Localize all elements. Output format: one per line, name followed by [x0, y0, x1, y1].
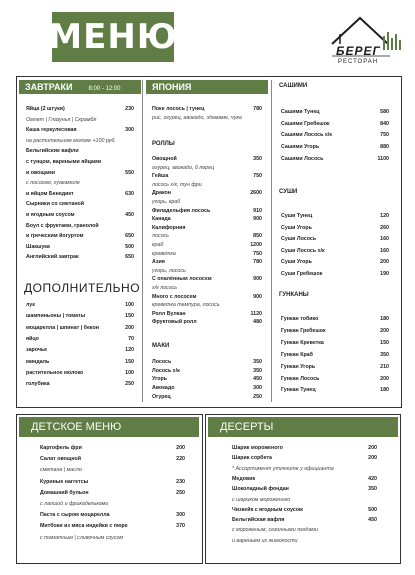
menu-item-name: и греческим йогуртом: [26, 233, 84, 240]
menu-item-price: 160: [380, 247, 389, 254]
menu-item-name: Ролл Вулкан: [152, 310, 186, 317]
kids-title: ДЕТСКОЕ МЕНЮ: [31, 421, 122, 433]
menu-item-price: 350: [368, 486, 377, 493]
menu-item: [152, 311, 262, 318]
japan-section-header: [146, 80, 268, 94]
menu-item-price: 250: [253, 393, 262, 400]
menu-item: [152, 106, 262, 113]
menu-item: [152, 115, 262, 122]
menu-item: [281, 340, 389, 347]
menu-item-price: 350: [380, 351, 389, 358]
menu-item: [232, 527, 377, 534]
menu-item-name: Сашими Гребешок: [281, 120, 330, 127]
menu-item-price: 900: [253, 276, 262, 283]
menu-item-price: 200: [176, 445, 185, 451]
menu-item: [152, 190, 262, 197]
menu-item-price: 450: [253, 376, 262, 383]
menu-item-name: Гункан тобико: [281, 316, 319, 322]
menu-item-price: 550: [125, 169, 134, 176]
menu-item-price: 160: [380, 236, 389, 243]
menu-item: [26, 347, 134, 354]
menu-item-price: 250: [125, 381, 134, 388]
menu-item-name: Угорь: [152, 376, 167, 383]
menu-item-name: Яйца (2 штуки): [26, 106, 65, 112]
menu-item-name: Поке лосось | тунец: [152, 106, 205, 112]
menu-item: [152, 368, 262, 375]
menu-item: [281, 387, 389, 394]
menu-item-price: 300: [176, 512, 185, 519]
logo-subtitle: РЕСТОРАН: [338, 59, 379, 65]
menu-item-price: 70: [128, 335, 134, 342]
menu-item: [152, 302, 262, 309]
menu-item: [26, 370, 134, 377]
menu-item-name: Гейша: [152, 173, 169, 180]
menu-item-name: * Ассортимент уточните у официанта: [232, 465, 334, 472]
menu-item-price: 910: [253, 207, 262, 214]
menu-item-name: Омлет | Глазунья | Скрамбл: [26, 116, 97, 123]
menu-item-price: 1100: [377, 155, 389, 162]
menu-item-name: лосось х/к, тун фри: [152, 181, 202, 188]
menu-item-price: 450: [368, 517, 377, 524]
menu-item-name: на растительном молоке +100 руб.: [26, 137, 116, 144]
menu-item: [281, 156, 389, 163]
menu-item-price: 350: [253, 367, 262, 374]
menu-item-price: 100: [125, 302, 134, 308]
menu-item: [152, 182, 262, 189]
menu-item: [40, 456, 185, 463]
desserts-title: ДЕСЕРТЫ: [220, 421, 274, 433]
menu-item: [26, 117, 134, 124]
menu-item: [281, 236, 389, 243]
menu-item-name: Гункан Креветка: [281, 339, 324, 346]
menu-header: [0, 0, 415, 72]
menu-item: [26, 223, 134, 230]
menu-item-name: Бельгийская вафля: [232, 517, 285, 524]
menu-item-price: 840: [380, 120, 389, 127]
menu-item: [26, 359, 134, 366]
menu-item-name: шампиньоны | томаты: [26, 313, 86, 320]
menu-item: [152, 208, 262, 215]
menu-item-name: Гункан Лосось: [281, 375, 320, 382]
menu-item-price: 350: [253, 359, 262, 365]
menu-item: [26, 159, 134, 166]
menu-item-price: 300: [253, 385, 262, 392]
extras-title: ДОПОЛНИТЕЛЬНО: [24, 281, 141, 295]
menu-item-name: с лапшой и фрикадельками: [40, 501, 109, 507]
menu-item-name: с тунцом, вареными яйцами: [26, 159, 102, 165]
menu-item: [40, 490, 185, 497]
menu-item-price: 580: [380, 109, 389, 115]
menu-item-price: 420: [368, 475, 377, 482]
menu-item-price: 370: [176, 523, 185, 530]
menu-item: [152, 285, 262, 292]
menu-item-name: креветка: [152, 250, 176, 257]
menu-item: [281, 376, 389, 383]
menu-item-name: Каша геркулесовая: [26, 127, 77, 134]
menu-item-name: Медовик: [232, 475, 256, 482]
menu-item-name: Чизкейк с ягодным соусом: [232, 506, 303, 513]
menu-item: [232, 538, 377, 545]
menu-item-name: Шарик сорбета: [232, 455, 272, 462]
menu-item-price: 200: [125, 324, 134, 331]
menu-item-name: краб: [152, 242, 164, 248]
menu-item: [40, 535, 185, 542]
menu-item-name: Сашими Лосось: [281, 155, 324, 162]
menu-item: [281, 144, 389, 151]
menu-item-price: 350: [253, 156, 262, 162]
japan-title: ЯПОНИЯ: [152, 82, 192, 92]
menu-item-price: 880: [380, 144, 389, 151]
menu-item: [152, 233, 262, 240]
menu-item-price: 220: [176, 456, 185, 463]
menu-item-name: Лосось х/к: [152, 367, 180, 374]
menu-item-name: Авокадо: [152, 385, 175, 392]
menu-item: [281, 328, 389, 335]
menu-item: [281, 109, 389, 116]
menu-item: [281, 213, 389, 220]
menu-item: [232, 486, 377, 493]
menu-item-price: 200: [380, 375, 389, 382]
menu-item-name: Филадельфия лосось: [152, 207, 211, 214]
menu-item-name: Овощной: [152, 156, 177, 162]
menu-item-name: Английский завтрак: [26, 254, 79, 261]
menu-item: [281, 259, 389, 266]
menu-item-price: 230: [125, 106, 134, 112]
menu-item-name: Фруктовый ролл: [152, 319, 197, 326]
menu-item-name: моцарелла | шпинат | бекон: [26, 324, 99, 331]
menu-item: [232, 445, 377, 452]
menu-item-price: 450: [125, 212, 134, 218]
menu-item-name: и вареньем из жимолости: [232, 537, 298, 544]
menu-item-price: 2600: [250, 190, 262, 197]
menu-item-name: Много с лососем: [152, 293, 197, 300]
menu-item-name: Картофель фри: [40, 445, 82, 451]
menu-item-price: 1120: [250, 310, 262, 317]
menu-item-name: креветка темпура, лосось: [152, 302, 220, 309]
maki-title: МАКИ: [152, 343, 170, 349]
menu-item-price: 900: [253, 293, 262, 300]
menu-item: [281, 271, 389, 278]
breakfast-hours: 8:00 - 12:00: [88, 86, 121, 92]
menu-item-name: огурец, авокадо, б перец: [152, 164, 215, 171]
menu-item-name: Салат овощной: [40, 456, 82, 463]
menu-item-name: зарочье: [26, 347, 48, 354]
menu-item: [40, 523, 185, 530]
menu-item: [152, 394, 262, 401]
menu-item: [26, 302, 134, 309]
menu-item-price: 780: [253, 259, 262, 266]
menu-item: [40, 512, 185, 519]
menu-item: [40, 445, 185, 452]
menu-item: [152, 251, 262, 258]
menu-item-price: 260: [380, 224, 389, 231]
menu-item-name: лосось: [152, 233, 169, 240]
menu-item-name: Гункан Угорь: [281, 363, 316, 370]
menu-item-name: Канада: [152, 216, 171, 223]
menu-item-price: 190: [380, 271, 389, 277]
menu-item-price: 500: [368, 506, 377, 513]
sushi-title: СУШИ: [279, 189, 298, 195]
menu-item: [152, 259, 262, 266]
menu-item: [26, 325, 134, 332]
menu-item-name: яйцо: [26, 335, 39, 342]
menu-item-name: Шоколадный фондан: [232, 486, 289, 493]
menu-item-price: 850: [253, 233, 262, 240]
menu-item-name: Куриные наггетсы: [40, 478, 89, 485]
menu-item-price: 630: [125, 190, 134, 197]
menu-item: [26, 180, 134, 187]
gunkan-title: ГУНКАНЫ: [279, 292, 309, 298]
menu-item-name: Гункан Гребешок: [281, 327, 326, 334]
menu-item-name: голубика: [26, 381, 50, 388]
menu-item-name: с шариком мороженого: [232, 496, 291, 503]
menu-item: [281, 225, 389, 232]
menu-item: [152, 376, 262, 383]
menu-item-name: х/к лосось: [152, 285, 178, 291]
restaurant-logo: [330, 14, 406, 70]
menu-item: [232, 507, 377, 514]
menu-item-name: и ягодным соусом: [26, 212, 75, 218]
menu-item: [40, 479, 185, 486]
menu-item: [152, 294, 262, 301]
menu-item: [26, 233, 134, 240]
menu-item-name: Суши Угорь: [281, 224, 312, 231]
menu-item-name: Боул с фруктами, гранолой: [26, 222, 99, 229]
menu-item: [281, 132, 389, 139]
menu-item-price: 250: [176, 489, 185, 496]
menu-item: [26, 254, 134, 261]
menu-item-name: с лососем, гуакамоле: [26, 180, 80, 187]
menu-item-name: Сашими Тунец: [281, 109, 320, 115]
breakfast-section-header: [19, 80, 141, 94]
menu-item: [152, 268, 262, 275]
menu-item: [232, 476, 377, 483]
menu-item-name: Калифорния: [152, 224, 186, 231]
menu-item: [26, 138, 134, 145]
menu-item-price: 780: [253, 106, 262, 112]
menu-item-name: Сашими Лосось х/к: [281, 132, 332, 139]
sashimi-title: САШИМИ: [279, 83, 308, 89]
menu-item-price: 150: [125, 313, 134, 320]
menu-item-price: 210: [380, 363, 389, 370]
menu-item-name: миндаль: [26, 358, 50, 365]
menu-item: [152, 385, 262, 392]
menu-item: [152, 165, 262, 172]
menu-item: [232, 455, 377, 462]
menu-item-name: рис, огурец, авокадо, эдамаме, чука: [152, 114, 242, 121]
menu-item: [281, 364, 389, 371]
menu-item-price: 120: [380, 213, 389, 219]
menu-item-price: 200: [380, 327, 389, 334]
menu-item-name: сметана | масло: [40, 467, 82, 474]
menu-item: [26, 244, 134, 251]
menu-item: [152, 319, 262, 326]
menu-item-price: 150: [125, 358, 134, 365]
menu-item-price: 200: [380, 259, 389, 266]
menu-item-name: С опалённым лососем: [152, 276, 212, 283]
menu-item: [152, 156, 262, 163]
menu-item-price: 150: [380, 339, 389, 346]
menu-item: [40, 467, 185, 474]
menu-item-price: 500: [125, 243, 134, 250]
menu-item: [152, 216, 262, 223]
menu-item: [26, 148, 134, 155]
menu-item-name: Суши Гребешок: [281, 271, 323, 277]
menu-item: [281, 121, 389, 128]
menu-item: [152, 225, 262, 232]
menu-item-price: 1200: [250, 242, 262, 248]
menu-item: [26, 313, 134, 320]
logo-name: БЕРЕГ: [336, 44, 381, 58]
menu-item: [26, 191, 134, 198]
menu-item-name: Бельгийские вафли: [26, 148, 79, 155]
menu-item-name: с томатным | сливочным соусом: [40, 534, 124, 541]
column-divider-2: [271, 80, 272, 402]
menu-item-price: 200: [368, 455, 377, 462]
menu-item-price: 650: [125, 254, 134, 261]
menu-item-price: 230: [176, 478, 185, 485]
menu-item-name: Суши Лосось х/к: [281, 247, 325, 254]
menu-item-name: Шарик мороженого: [232, 445, 283, 451]
column-divider-1: [142, 80, 143, 402]
menu-item-price: 750: [380, 132, 389, 139]
menu-item: [26, 127, 134, 134]
desserts-section-header: [208, 417, 398, 437]
rolls-title: РОЛЛЫ: [152, 141, 175, 147]
menu-item-name: Дракон: [152, 190, 171, 197]
menu-item-name: Гункан Тунец: [281, 387, 316, 394]
menu-item: [281, 352, 389, 359]
menu-item-name: Суши Лосось: [281, 236, 317, 243]
menu-item-name: Паста с сыром моцарелла: [40, 512, 110, 519]
menu-item-name: лук: [26, 302, 35, 308]
menu-item: [40, 501, 185, 508]
menu-item-name: и овощами: [26, 169, 56, 176]
menu-item: [26, 106, 134, 113]
menu-item-name: Митбоки из мяса индейки с пюре: [40, 523, 128, 530]
menu-item-price: 750: [253, 173, 262, 180]
menu-item-name: с мороженым, сезонными ягодами: [232, 527, 318, 534]
menu-item-name: растительное молоко: [26, 369, 84, 376]
menu-item: [26, 381, 134, 388]
menu-item-name: Сырники со сметаной: [26, 201, 85, 208]
menu-item-price: 120: [125, 347, 134, 354]
menu-item-price: 650: [125, 233, 134, 240]
menu-item-name: угорь, лосось: [152, 267, 186, 274]
menu-item-price: 200: [368, 445, 377, 451]
menu-item-price: 750: [253, 250, 262, 257]
breakfast-title: ЗАВТРАКИ: [25, 82, 73, 92]
menu-item-price: 300: [125, 127, 134, 134]
menu-item: [232, 466, 377, 473]
menu-item: [26, 212, 134, 219]
menu-item-name: Гункан Краб: [281, 351, 313, 358]
menu-title: МЕНЮ: [52, 12, 174, 62]
menu-item: [152, 359, 262, 366]
menu-item: [26, 170, 134, 177]
menu-item: [26, 336, 134, 343]
menu-item: [152, 199, 262, 206]
menu-item-price: 180: [380, 387, 389, 394]
menu-item: [232, 517, 377, 524]
menu-item-price: 900: [253, 216, 262, 223]
menu-item-name: Лосось: [152, 359, 172, 365]
menu-item: [152, 242, 262, 249]
menu-item-name: Огурец: [152, 393, 171, 400]
menu-item-name: Суши Угорь: [281, 259, 312, 266]
menu-item-name: Азия: [152, 259, 165, 266]
kids-section-header: [19, 417, 199, 437]
menu-item-name: Шакшука: [26, 243, 50, 250]
menu-item: [152, 173, 262, 180]
menu-item-name: угорь, краб: [152, 199, 181, 205]
menu-item: [281, 316, 389, 323]
menu-item-price: 100: [125, 369, 134, 376]
menu-item: [232, 497, 377, 504]
menu-item: [26, 201, 134, 208]
menu-item: [281, 248, 389, 255]
menu-item-name: Суши Тунец: [281, 213, 313, 219]
menu-item-price: 480: [253, 319, 262, 326]
menu-item-name: Домашний бульон: [40, 489, 89, 496]
menu-item-price: 180: [380, 316, 389, 322]
menu-item-name: и яйцом Бенедикт: [26, 190, 74, 197]
menu-item-name: Сашими Угорь: [281, 144, 320, 151]
menu-item: [152, 276, 262, 283]
